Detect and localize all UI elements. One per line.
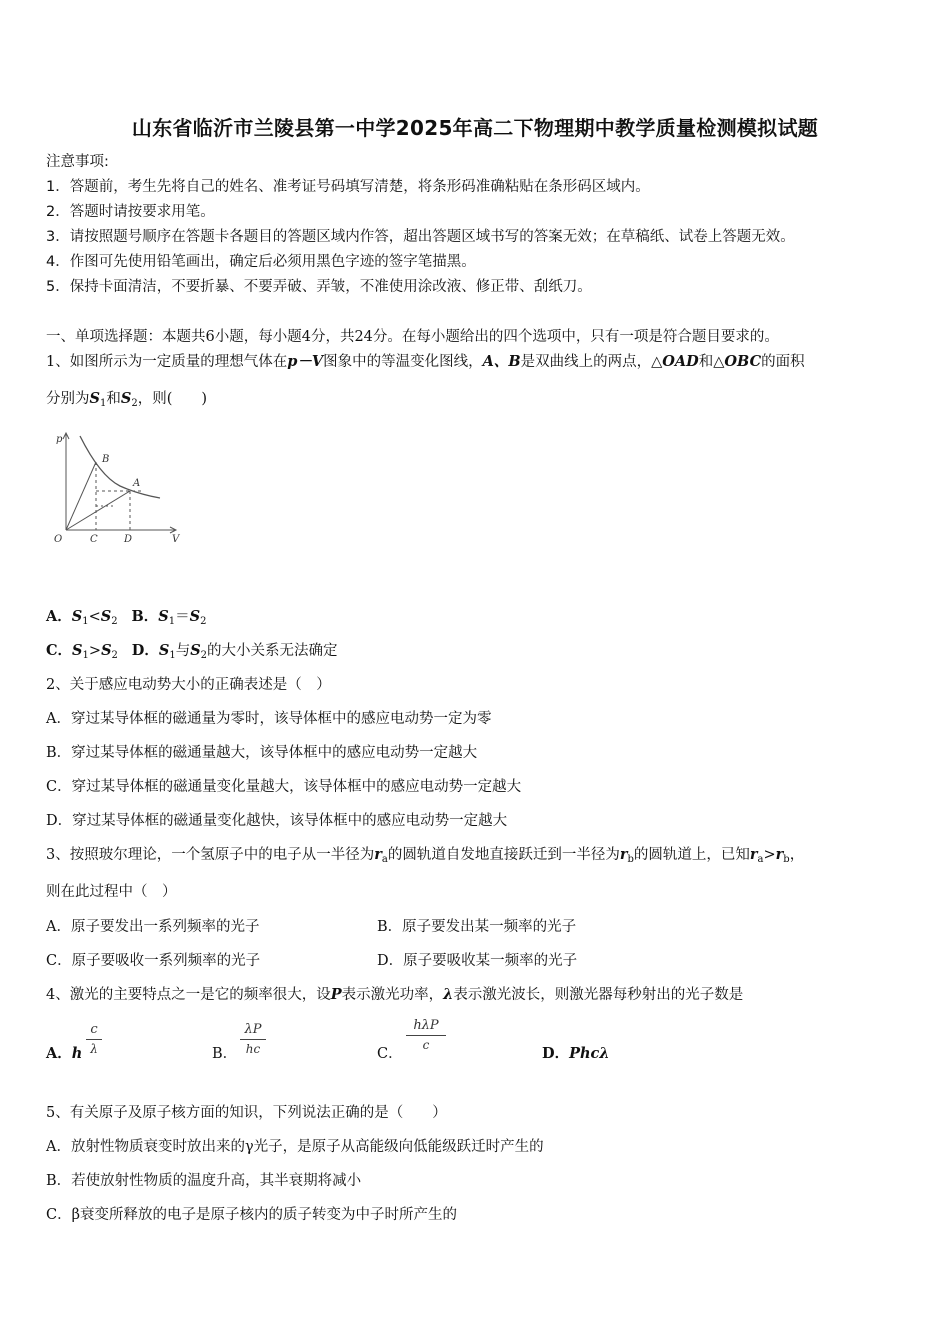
- q2-option-d: D．穿过某导体框的磁通量变化越快，该导体框中的感应电动势一定越大: [46, 813, 508, 829]
- q5-stem: 5、有关原子及原子核方面的知识，下列说法正确的是（ ）: [46, 1105, 447, 1121]
- q4-option-c-label: C．: [377, 1046, 403, 1062]
- q4-option-c-fraction: hλP c: [406, 1018, 446, 1052]
- line-oa: [66, 491, 130, 530]
- q1-options-ab: A．$S_1<S_2$ B．$S_1=S_2$: [46, 608, 207, 627]
- q3-option-d: D．原子要吸收某一频率的光子: [377, 953, 578, 969]
- notice-item-1: 1．答题前，考生先将自己的姓名、准考证号码填写清楚，将条形码准确粘贴在条形码区域内。: [46, 179, 650, 195]
- label-o: O: [54, 534, 63, 545]
- notice-item-3: 3．请按照题号顺序在答题卡各题目的答题区域内作答，超出答题区域书写的答案无效；在草稿纸、试卷上答题无效。: [46, 229, 795, 245]
- q1-stem-line2: 分别为$S_1$和$S_2$，则( ): [46, 390, 208, 409]
- isotherm-curve: [80, 436, 160, 498]
- notice-item-2: 2．答题时请按要求用笔。: [46, 204, 215, 220]
- section-heading: 一、单项选择题：本题共6小题，每小题4分，共24分。在每小题给出的四个选项中，只有一项是符合题目要求的。: [46, 329, 779, 345]
- line-ob: [66, 462, 96, 530]
- label-d: D: [124, 534, 133, 545]
- q2-stem: 2、关于感应电动势大小的正确表述是（ ）: [46, 677, 331, 693]
- q5-option-b: B．若使放射性物质的温度升高，其半衰期将减小: [46, 1173, 362, 1189]
- q4-option-b-fraction: $\frac{\lambda P}{hc}$: [240, 1022, 266, 1056]
- label-c: C: [90, 534, 98, 545]
- notice-heading: 注意事项:: [46, 154, 109, 170]
- q2-option-a: A．穿过某导体框的磁通量为零时，该导体框中的感应电动势一定为零: [46, 711, 492, 727]
- label-b: B: [102, 454, 110, 465]
- q3-stem-line2: 则在此过程中（ ）: [46, 884, 177, 900]
- q4-option-d: D．Phcλ: [542, 1045, 610, 1062]
- q3-option-a: A．原子要发出一系列频率的光子: [46, 919, 260, 935]
- q3-option-c: C．原子要吸收一系列频率的光子: [46, 953, 261, 969]
- q2-option-b: B．穿过某导体框的磁通量越大，该导体框中的感应电动势一定越大: [46, 745, 478, 761]
- q4-stem: 4、激光的主要特点之一是它的频率很大，设P表示激光功率，λ表示激光波长，则激光器每秒射出的光子数是: [46, 986, 744, 1003]
- label-v: V: [172, 534, 180, 545]
- notice-item-5: 5．保持卡面清洁，不要折暴、不要弄破、弄皱，不准使用涂改液、修正带、刮纸刀。: [46, 279, 592, 295]
- q3-stem-line1: 3、按照玻尔理论，一个氢原子中的电子从一半径为$r_a$的圆轨道自发地直接跃迁到一半径为$r_b$的圆轨道上，已知$r_a>r_b$，: [46, 846, 805, 865]
- q1-options-cd: C．$S_1>S_2$ D．$S_1$与$S_2$的大小关系无法确定: [46, 642, 338, 661]
- q4-option-a-label: A．h: [46, 1045, 83, 1062]
- q4-option-b-label: B．: [212, 1046, 238, 1062]
- label-p: p: [56, 434, 63, 445]
- q2-option-c: C．穿过某导体框的磁通量变化量越大，该导体框中的感应电动势一定越大: [46, 779, 522, 795]
- page-title: 山东省临沂市兰陵县第一中学2025年高二下物理期中教学质量检测模拟试题: [131, 116, 819, 140]
- q1-pv-diagram: [50, 428, 190, 550]
- label-a: A: [133, 478, 141, 489]
- q1-stem-line1: 1、如图所示为一定质量的理想气体在p－V图象中的等温变化图线，A、B是双曲线上的两点，△OAD和△OBC的面积: [46, 353, 805, 370]
- q5-option-a: A．放射性物质衰变时放出来的γ光子，是原子从高能级向低能级跃迁时产生的: [46, 1139, 544, 1155]
- q3-option-b: B．原子要发出某一频率的光子: [377, 919, 577, 935]
- q5-option-c: C．β衰变所释放的电子是原子核内的质子转变为中子时所产生的: [46, 1207, 457, 1223]
- q4-option-a-fraction: $\frac{c}{\lambda}$: [86, 1022, 102, 1056]
- notice-item-4: 4．作图可先使用铅笔画出，确定后必须用黑色字迹的签字笔描黑。: [46, 254, 476, 270]
